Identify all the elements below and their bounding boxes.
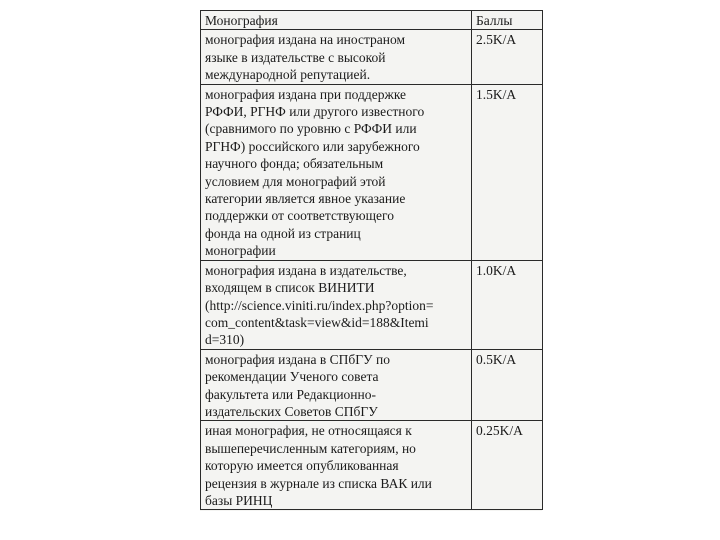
header-points: Баллы <box>472 11 543 30</box>
monograph-rating-table <box>200 10 543 510</box>
row-score: 1.5K/A <box>472 84 543 260</box>
row-score: 1.0K/A <box>472 260 543 349</box>
row-description: монография издана на иностраном языке в издательстве с высокой международной репутацией. <box>201 30 472 84</box>
row-description: монография издана в издательстве, входящем в список ВИНИТИ (http://science.viniti.ru/index.php?option= com_content&task=view&id=188&Itemi d=310) <box>201 260 472 349</box>
table-row <box>201 349 543 421</box>
row-description: монография издана при поддержке РФФИ, РГНФ или другого известного (сравнимого по уровню с РФФИ или РГНФ) российского или зарубежного научного фонда; обязательным условием для монографий этой категории является явное указание поддержки от соответствующего фонда на одной из страниц монографии <box>201 84 472 260</box>
row-score: 0.5K/A <box>472 349 543 421</box>
row-score: 2.5K/A <box>472 30 543 84</box>
row-score: 0.25K/A <box>472 421 543 510</box>
table-header-row <box>201 11 543 30</box>
row-description: монография издана в СПбГУ по рекомендации Ученого совета факультета или Редакционно- издательских Советов СПбГУ <box>201 349 472 421</box>
table-row <box>201 421 543 510</box>
table-row <box>201 84 543 260</box>
row-description: иная монография, не относящаяся к вышеперечисленным категориям, но которую имеется опубликованная рецензия в журнале из списка ВАК или базы РИНЦ <box>201 421 472 510</box>
table-row <box>201 30 543 84</box>
table-row <box>201 260 543 349</box>
header-monograph: Монография <box>201 11 472 30</box>
